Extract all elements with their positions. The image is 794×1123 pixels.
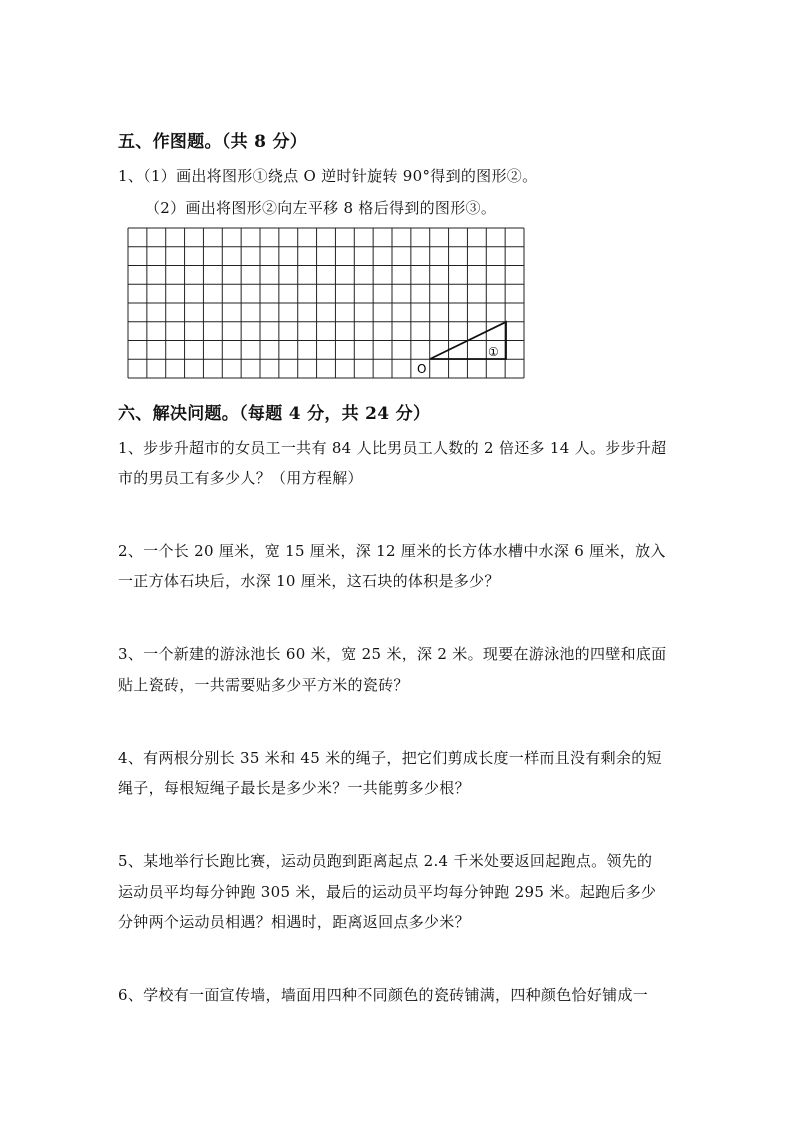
problem-4-line-2: 绳子，每根短绳子最长是多少米？一共能剪多少根？ [118, 779, 470, 797]
problem-5-line-1: 5、某地举行长跑比赛，运动员跑到距离起点 2.4 千米处要返回起跑点。领先的 [118, 852, 653, 870]
question-1-part-2: （2）画出将图形②向左平移 8 格后得到的图形③。 [145, 199, 497, 217]
problem-2-line-1: 2、一个长 20 厘米，宽 15 厘米，深 12 厘米的长方体水槽中水深 6 厘米，放入 [118, 542, 666, 560]
problem-1-line-2: 市的男员工有多少人？（用方程解） [118, 469, 363, 487]
problem-2-line-2: 一正方体石块后，水深 10 厘米，这石块的体积是多少？ [118, 572, 500, 590]
section5-heading: 五、作图题。（共 8 分） [118, 132, 308, 152]
figure-1-triangle [430, 322, 506, 359]
grid-lines [128, 228, 524, 378]
question-1-part-1: 1、（1）画出将图形①绕点 O 逆时针旋转 90°得到的图形②。 [118, 167, 538, 185]
problem-6-line-1: 6、学校有一面宣传墙，墙面用四种不同颜色的瓷砖铺满，四种颜色恰好铺成一 [118, 986, 649, 1004]
point-o-label: O [417, 362, 427, 376]
problem-3-line-2: 贴上瓷砖，一共需要贴多少平方米的瓷砖？ [118, 676, 409, 694]
problem-3-line-1: 3、一个新建的游泳池长 60 米，宽 25 米，深 2 米。现要在游泳池的四壁和底面 [118, 645, 667, 663]
problem-5-line-3: 分钟两个运动员相遇？相遇时，距离返回点多少米？ [118, 913, 470, 931]
problem-1-line-1: 1、步步升超市的女员工一共有 84 人比男员工人数的 2 倍还多 14 人。步步升超 [118, 439, 667, 457]
section6-heading: 六、解决问题。（每题 4 分，共 24 分） [118, 404, 431, 424]
problem-5-line-2: 运动员平均每分钟跑 305 米，最后的运动员平均每分钟跑 295 米。起跑后多少 [118, 883, 657, 901]
figure-1-label: ① [488, 345, 499, 359]
problem-4-line-1: 4、有两根分别长 35 米和 45 米的绳子，把它们剪成长度一样而且没有剩余的短 [118, 749, 662, 767]
